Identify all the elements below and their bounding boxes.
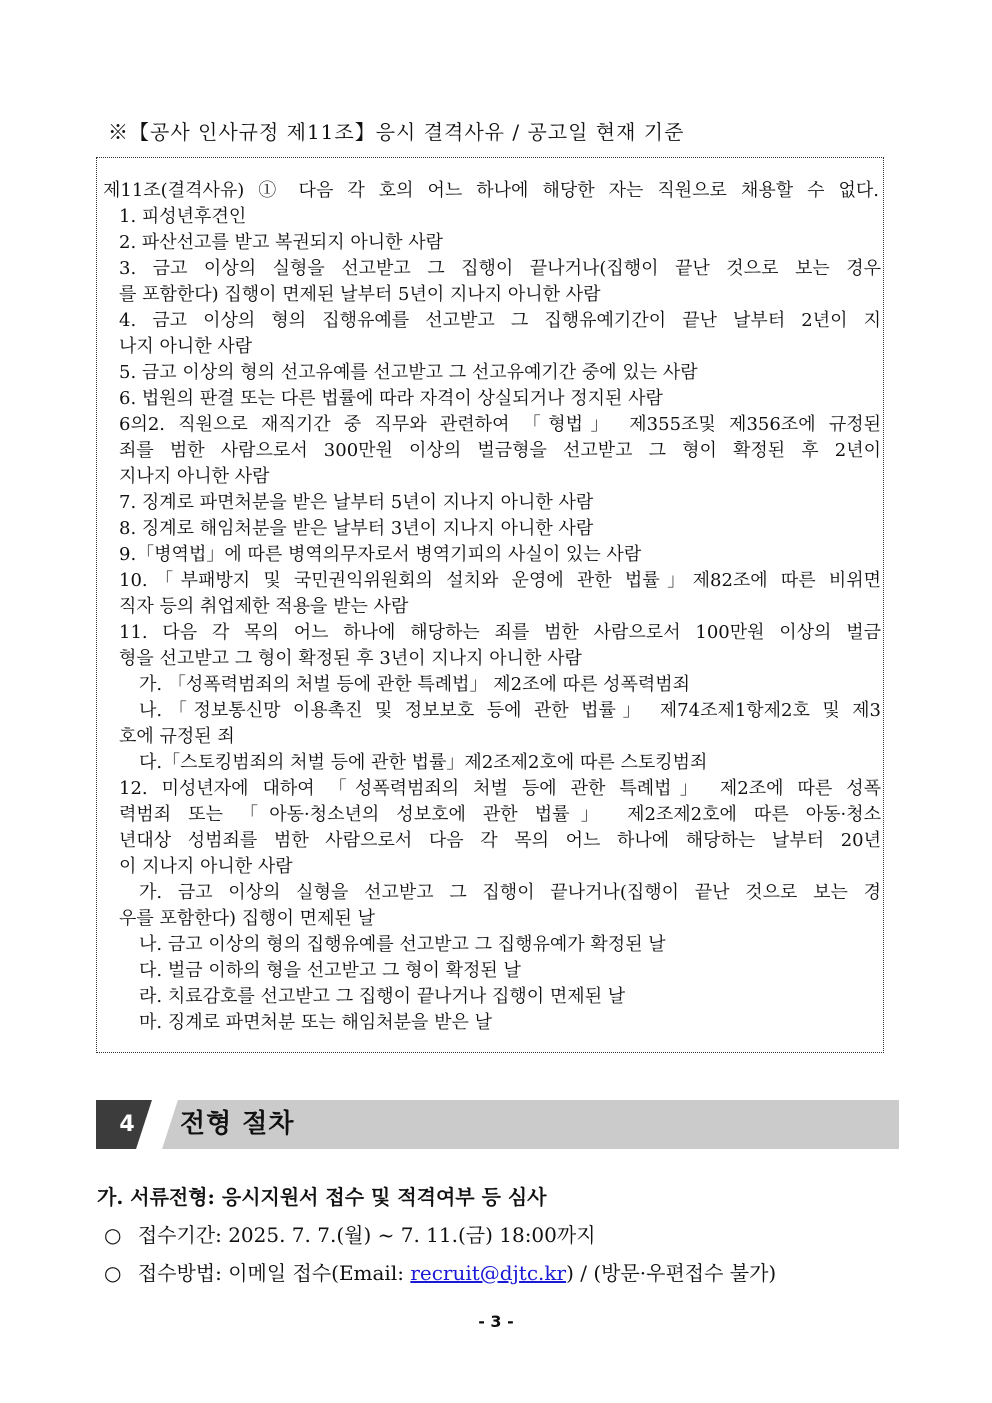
rule-line: 우를 포함한다) 집행이 면제된 날 bbox=[119, 908, 375, 929]
rule-line: 나. 금고 이상의 형의 집행유예를 선고받고 그 집행유예가 확정된 날 bbox=[139, 934, 666, 955]
rule-line: 1. 피성년후견인 bbox=[119, 206, 247, 227]
rule-line: 11. 다음 각 목의 어느 하나에 해당하는 죄를 범한 사람으로서 100만원 이상의 벌금 bbox=[119, 622, 881, 643]
circle-bullet-icon: ○ bbox=[104, 1261, 122, 1285]
rule-line: 4. 금고 이상의 형의 집행유예를 선고받고 그 집행유예기간이 끝난 날부터 2년이 지 bbox=[119, 310, 881, 331]
notice-title: ※【공사 인사규정 제11조】응시 결격사유 / 공고일 현재 기준 bbox=[108, 120, 685, 144]
circle-bullet-icon: ○ bbox=[104, 1223, 122, 1247]
rule-line: 6. 법원의 판결 또는 다른 법률에 따라 자격이 상실되거나 정지된 사람 bbox=[119, 388, 663, 409]
bullet-receipt-method bbox=[104, 1257, 776, 1286]
rule-line: 2. 파산선고를 받고 복권되지 아니한 사람 bbox=[119, 232, 443, 253]
section-title: 전형 절차 bbox=[180, 1109, 295, 1139]
rule-line: 다. 벌금 이하의 형을 선고받고 그 형이 확정된 날 bbox=[139, 960, 521, 981]
bullet-text: 접수방법: 이메일 접수(Email: bbox=[137, 1261, 411, 1285]
email-link[interactable]: recruit@djtc.kr bbox=[410, 1261, 567, 1285]
rule-line: 10.「부패방지 및 국민권익위원회의 설치와 운영에 관한 법률」제82조에 따른 비위면 bbox=[119, 570, 881, 591]
rule-line: 마. 징계로 파면처분 또는 해임처분을 받은 날 bbox=[139, 1012, 493, 1033]
section-number: 4 bbox=[96, 1100, 158, 1149]
rule-line: 형을 선고받고 그 형이 확정된 후 3년이 지나지 아니한 사람 bbox=[119, 648, 582, 669]
rule-line: 라. 치료감호를 선고받고 그 집행이 끝나거나 집행이 면제된 날 bbox=[139, 986, 626, 1007]
bullet-text-tail: ) / (방문·우편접수 불가) bbox=[566, 1261, 777, 1285]
bullet-text: 접수기간: 2025. 7. 7.(월) ~ 7. 11.(금) 18:00까지 bbox=[137, 1223, 596, 1247]
page-number: - 3 - bbox=[478, 1312, 514, 1331]
rule-line: 3. 금고 이상의 실형을 선고받고 그 집행이 끝나거나(집행이 끝난 것으로 보는 경우 bbox=[119, 258, 881, 279]
rule-line: 직자 등의 취업제한 적용을 받는 사람 bbox=[119, 596, 409, 617]
rule-line: 년대상 성범죄를 범한 사람으로서 다음 각 목의 어느 하나에 해당하는 날부터 20년 bbox=[119, 830, 881, 851]
rule-line: 나.「정보통신망 이용촉진 및 정보보호 등에 관한 법률」 제74조제1항제2호 및 제3 bbox=[139, 700, 881, 721]
rule-line: 죄를 범한 사람으로서 300만원 이상의 벌금형을 선고받고 그 형이 확정된 후 2년이 bbox=[119, 440, 881, 461]
section-header bbox=[96, 1100, 899, 1149]
rule-line: 이 지나지 아니한 사람 bbox=[119, 856, 293, 877]
rule-line: 를 포함한다) 집행이 면제된 날부터 5년이 지나지 아니한 사람 bbox=[119, 284, 601, 305]
rule-line: 5. 금고 이상의 형의 선고유예를 선고받고 그 선고유예기간 중에 있는 사람 bbox=[119, 362, 698, 383]
rule-line: 가. 금고 이상의 실형을 선고받고 그 집행이 끝나거나(집행이 끝난 것으로 보는 경 bbox=[139, 882, 881, 903]
rule-line: 7. 징계로 파면처분을 받은 날부터 5년이 지나지 아니한 사람 bbox=[119, 492, 594, 513]
rule-line: 12. 미성년자에 대하여 「성폭력범죄의 처벌 등에 관한 특례법」 제2조에 따른 성폭 bbox=[119, 778, 881, 799]
rule-line: 제11조(결격사유) ① 다음 각 호의 어느 하나에 해당한 자는 직원으로 채용할 수 없다. bbox=[103, 180, 879, 201]
disqualification-rule-box bbox=[96, 157, 884, 1053]
rule-line: 지나지 아니한 사람 bbox=[119, 466, 270, 487]
rule-line: 8. 징계로 해임처분을 받은 날부터 3년이 지나지 아니한 사람 bbox=[119, 518, 594, 539]
rule-line: 9.「병역법」에 따른 병역의무자로서 병역기피의 사실이 있는 사람 bbox=[119, 544, 642, 565]
rule-line: 가. 「성폭력범죄의 처벌 등에 관한 특례법」 제2조에 따른 성폭력범죄 bbox=[139, 674, 691, 695]
sub-heading: 가. 서류전형: 응시지원서 접수 및 적격여부 등 심사 bbox=[97, 1185, 547, 1209]
rule-line: 나지 아니한 사람 bbox=[119, 336, 253, 357]
rule-line: 6의2. 직원으로 재직기간 중 직무와 관련하여 「형법」 제355조및 제356조에 규정된 bbox=[119, 414, 881, 435]
rule-line: 다.「스토킹범죄의 처벌 등에 관한 법률」제2조제2호에 따른 스토킹범죄 bbox=[139, 752, 708, 773]
rule-line: 호에 규정된 죄 bbox=[119, 726, 235, 747]
bullet-receipt-period bbox=[104, 1219, 596, 1248]
rule-line: 력범죄 또는 「아동·청소년의 성보호에 관한 법률」 제2조제2호에 따른 아동·청소 bbox=[119, 804, 881, 825]
